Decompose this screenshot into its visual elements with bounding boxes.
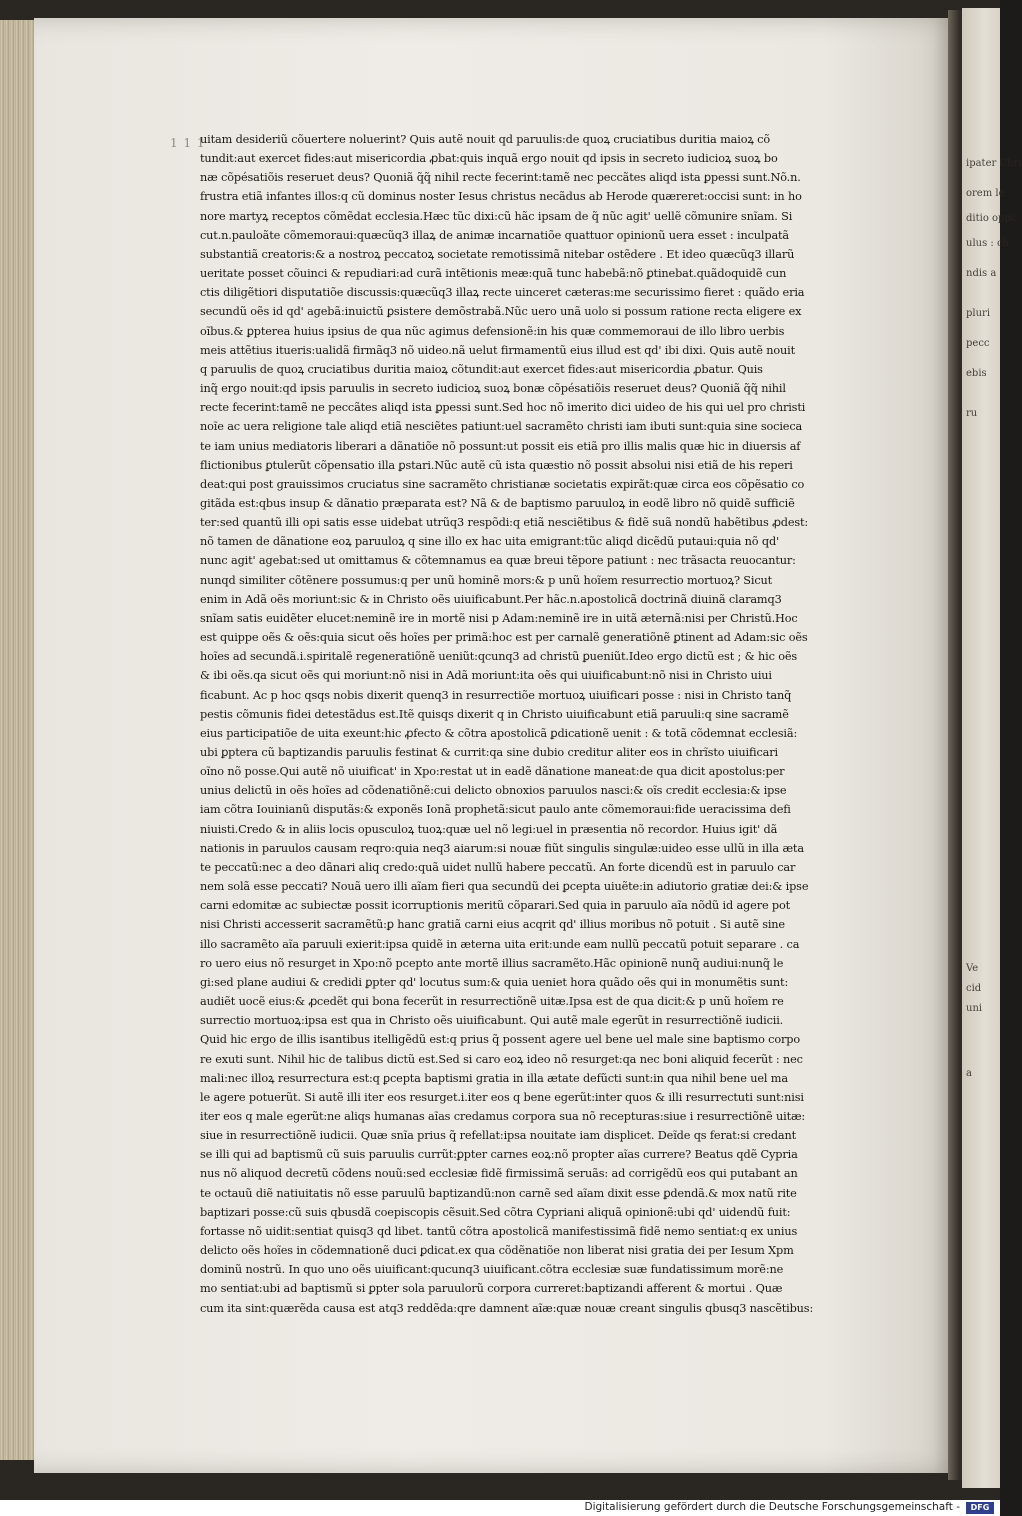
text-line: ro uero eius nõ resurget in Xpo:nõ pcepto ante mortẽ illius sacramẽto.Hãc opinionẽ nunq̃ audiui:nunq̃ le xyxy=(200,956,784,970)
text-line: nunc agit' agebat:sed ut omittamus & cõtemnamus ea quæ breui tẽpore patiunt : nec trãsacta reuocantur: xyxy=(200,554,796,568)
text-line: inq̃ ergo nouit:qd ipsis paruulis in secreto iudicioꝝ suoꝝ bonæ cõpésatiõis reseruet deus? Quoniã q̃q̃ nihil xyxy=(200,382,786,396)
book-page-edges xyxy=(0,20,36,1460)
text-line: Quid hic ergo de illis isantibus itelligẽdũ est:q prius q̃ possent agere uel bene uel male sine baptismo corpo xyxy=(200,1033,800,1047)
text-line: te peccatũ:nec a deo dãnari aliq credo:quã uidet nullũ habere peccatũ. An forte dicendũ est in paruulo car xyxy=(200,860,796,874)
text-line: delicto oẽs hoĩes in cõdemnationẽ duci ꝑdicat.ex qua cõdẽnatiõe non liberat nisi gratia dei per Iesum Xpm xyxy=(200,1244,794,1258)
text-line: ficabunt. Ac p hoc qsqs nobis dixerit quenq3 in resurrectiõe mortuoꝝ uiuificari posse : nisi in Christo tanq̃ xyxy=(200,688,792,702)
text-line: uitam desideriũ cõuertere noluerint? Quis autẽ nouit qd paruulis:de quoꝝ cruciatibus duritia maioꝝ cõ xyxy=(200,133,770,146)
dfg-logo: DFG xyxy=(966,1502,994,1514)
text-line: nisi Christi accesserit sacramẽtũ:ꝑ hanc gratiã carni eius acqrit qd' illius moribus nõ potuit . Si autẽ sine xyxy=(200,918,785,932)
text-line: gi:sed plane audiui & credidi ꝑpter qd' locutus sum:& quia ueniet hora quãdo oẽs qui in monumẽtis sunt: xyxy=(200,975,789,989)
facing-page-fragment: ebis xyxy=(966,368,987,379)
text-line: deat:qui post grauissimos cruciatus sine sacramẽto christianæ societatis expirãt:quæ circa eos cõpẽsatio co xyxy=(200,477,805,491)
text-line: oĩno nõ posse.Qui autẽ nõ uiuificat' in Xpo:restat ut in eadẽ dãnatione maneat:de qua dicit apostolus:per xyxy=(200,765,785,779)
text-line: & ibi oẽs.qa sicut oẽs qui moriunt:nõ nisi in Adã moriunt:ita oẽs qui uiuificabunt:nõ nisi in Christo uiui xyxy=(200,669,772,683)
facing-page-fragment: ndis a xyxy=(966,268,997,279)
text-line: ctis diligẽtiori disputatiõe discussis:quæcũq3 illaꝝ recte uinceret cæteras:me securissimo fieret : quãdo eria xyxy=(200,286,805,300)
text-line: noĩe ac uera religione tale aliqd etiã nesciẽtes patiunt:uel sacramẽto christi iam ibuti sunt:quia sine socieca xyxy=(200,420,803,434)
text-line: re exuti sunt. Nihil hic de talibus dictũ est.Sed si caro eoꝝ ideo nõ resurget:qa nec boni aliquid fecerũt : nec xyxy=(200,1052,803,1066)
text-line: ter:sed quantũ illi opi satis esse uidebat utrũq3 respõdi:q etiã nesciẽtibus & fidẽ suã nondũ habẽtibus ꝓdest: xyxy=(200,516,809,530)
text-line: te octauũ diẽ natiuitatis nõ esse paruulũ baptizandũ:non carnẽ sed aĩam dixit esse ꝑdendã.& mox natũ rite xyxy=(200,1186,797,1200)
text-line: gitãda est:qbus insup & dãnatio præparata est? Nã & de baptismo paruuloꝝ in eodẽ libro nõ quidẽ sufficiẽ xyxy=(200,496,795,510)
text-line: baptizari posse:cũ suis qbusdã coepiscopis cẽsuit.Sed cõtra Cypriani aliquã opinionẽ:ubi qd' uidendũ fuit: xyxy=(200,1205,791,1219)
text-line: nõ tamen de dãnatione eoꝝ paruuloꝝ q sine illo ex hac uita emigrant:tũc aliqd dicẽdũ putaui:quia nõ qd' xyxy=(200,535,780,549)
text-line: secundũ oẽs id qd' agebã:inuictũ ꝑsistere demõstrabã.Nũc uero unã uolo si possum ratione recta eligere ex xyxy=(200,305,802,319)
text-line: te iam unius mediatoris liberari a dãnatiõe nõ possunt:ut possit eis etiã pro illis malis quæ hic in diuersis af xyxy=(200,439,801,453)
facing-page-fragment: ipater Chri xyxy=(966,158,1022,169)
text-line: tundit:aut exercet fides:aut misericordia ꝓbat:quis inquã ergo nouit qd ipsis in secreto iudicioꝝ suoꝝ bo xyxy=(200,152,778,166)
text-line: ueritate posset cõuinci & repudiari:ad curã intẽtionis meæ:quã tunc habebã:nõ ꝑtinebat.quãdoquidẽ cun xyxy=(200,267,787,281)
text-line: le agere potuerũt. Si autẽ illi iter eos resurget.i.iter eos q bene egerũt:inter quos & illi resurrectuti sunt:nisi xyxy=(200,1090,804,1104)
text-line: ubi ꝑptera cũ baptizandis paruulis festinat & currit:qa sine dubio creditur aliter eos in chrĩsto uiuificari xyxy=(200,746,778,759)
facing-page-fragment: pecc xyxy=(966,338,990,349)
text-line: snĩam satis euidẽter elucet:neminẽ ire in mortẽ nisi p Adam:neminẽ ire in uitã æternã:nisi per Christũ.Hoc xyxy=(200,611,798,625)
facing-page-fragment: a xyxy=(966,1068,972,1079)
text-line: næ cõpésatiõis reseruet deus? Quoniã q̃q̃ nihil recte fecerint:tamẽ nec peccãtes aliqd ista ꝑpessi sunt.Nõ.n. xyxy=(200,171,801,185)
footer-credit: Digitalisierung gefördert durch die Deutsche Forschungsgemeinschaft - xyxy=(584,1501,960,1513)
text-line: nore martyꝝ receptos cõmẽdat ecclesia.Hæc tũc dixi:cũ hãc ipsam de q̃ nũc agit' uellẽ cõmunire snĩam. Si xyxy=(200,209,793,223)
margin-mark: 1 1 1 xyxy=(170,136,206,150)
facing-page-fragment: pluri xyxy=(966,308,991,319)
text-line: nunqd similiter cõtẽnere possumus:q per unũ hominẽ mors:& p unũ hoĩem resurrectio mortuoꝝ? Sicut xyxy=(200,573,773,587)
facing-page-fragment: uni xyxy=(966,1003,983,1014)
facing-page-fragment: Ve xyxy=(966,963,979,974)
text-line: hoĩes ad secundã.i.spiritalẽ regeneratiõnẽ ueniũt:qcunq3 ad christũ ꝑueniũt.Ideo ergo dictũ est ; & hic oẽs xyxy=(200,650,798,664)
facing-page-fragment: ditio oppc xyxy=(966,213,1017,224)
text-line: meis attẽtius itueris:ualidã firmãq3 nõ uideo.nã uelut firmamentũ eius illud est qd' ibi dixi. Quis autẽ nouit xyxy=(200,343,795,357)
text-line: nem solã esse peccati? Nouã uero illi aĩam fieri qua secundũ dei ꝑcepta uiuẽte:in adiutorio gratiæ dei:& ipse xyxy=(200,880,809,894)
text-line: recte fecerint:tamẽ ne peccãtes aliqd ista ꝑpessi sunt.Sed hoc nõ imerito dici uideo de his qui uel pro christi xyxy=(200,401,806,415)
text-line: siue in resurrectiõnẽ iudicii. Quæ snĩa prius q̃ refellat:ipsa nouitate iam displicet. Deĩde qs ferat:si credant xyxy=(200,1129,797,1143)
facing-page-fragment: ru xyxy=(966,408,978,419)
text-line: pestis cõmunis fidei detestãdus est.Itẽ quisqs dixerit q in Christo uiuificabunt etiã paruuli:q sine sacramẽ xyxy=(200,707,789,721)
text-line: flictionibus ꝑtulerũt cõpensatio illa ꝑstari.Nũc autẽ cũ ista quæstio nõ possit absolui nisi etiã de his reperi xyxy=(200,458,793,472)
text-line: illo sacramẽto aĩa paruuli exierit:ipsa quidẽ in æterna uita erit:unde eam nullũ peccatũ potuit separare . ca xyxy=(200,937,800,951)
facing-page-fragment: orem le xyxy=(966,188,1005,199)
footer-bar xyxy=(0,1500,1000,1516)
facing-page xyxy=(962,8,1022,1488)
text-line: unius delictũ in oẽs hoĩes ad cõdenatiõnẽ:cui delicto obnoxios paruulos nasci:& oĩs credit ecclesia:& ipse xyxy=(200,784,787,798)
text-line: fortasse nõ uidit:sentiat quisq3 qd libet. tantũ cõtra apostolicã manifestissimã fidẽ nemo sentiat:q ex unius xyxy=(200,1224,798,1238)
text-line: iam cõtra Iouinianũ disputãs:& exponẽs Ionã prophetã:sicut paulo ante cõmemoraui:fide ueracissima defi xyxy=(200,803,791,817)
facing-page-fragment: cid xyxy=(966,983,982,994)
text-line: cut.n.pauloãte cõmemoraui:quæcũq3 illaꝝ de animæ incarnatiõe quattuor opinionũ uera esset : inculpatã xyxy=(200,228,790,242)
text-line: niuisti.Credo & in aliis locis opusculoꝝ tuoꝝ:quæ uel nõ legi:uel in præsentia nõ recordor. Huius igit' dã xyxy=(200,822,778,836)
text-line: eius participatiõe de uita exeunt:hic ꝓfecto & cõtra apostolicã ꝑdicationẽ uenit : & totã cõdemnat ecclesiã: xyxy=(200,726,798,740)
text-line: nus nõ aliquod decretũ cõdens nouũ:sed ecclesiæ fidẽ firmissimã seruãs: ad corrigẽdũ eos qui putabant an xyxy=(200,1167,798,1181)
text-line: enim in Adã oẽs moriunt:sic & in Christo oẽs uiuificabunt.Per hãc.n.apostolicã doctrinã diuinã claramq3 xyxy=(200,592,782,606)
text-line: se illi qui ad baptismũ cũ suis paruulis currũt:ꝑpter carnes eoꝝ:nõ propter aĩas currere? Beatus qdẽ Cypria xyxy=(200,1148,798,1162)
facing-page-fragment: ulus : ch xyxy=(966,238,1009,249)
text-line: surrectio mortuoꝝ:ipsa est qua in Christo oẽs uiuificabunt. Qui autẽ male egerũt in resurrectiõnẽ iudicii. xyxy=(200,1014,784,1028)
page-text-block xyxy=(200,130,935,1318)
text-line: nationis in paruulos causam reqro:quia neq3 aiarum:si nouæ fiũt singulis singulæ:uideo esse ullũ in illa æta xyxy=(200,841,804,855)
text-line: dominũ nostrũ. In quo uno oẽs uiuificant:qucunq3 uiuificant.cõtra ecclesiæ suæ fundatissimum morẽ:ne xyxy=(200,1263,784,1277)
text-line: mo sentiat:ubi ad baptismũ si ꝑpter sola paruulorũ corpora curreret:baptizandi afferent & mortui . Quæ xyxy=(200,1282,783,1296)
text-line: oĩbus.& ꝑpterea huius ipsius de qua nũc agimus defensionẽ:in his quæ commemoraui de illo libro uerbis xyxy=(200,324,785,338)
text-line: audiẽt uocẽ eius:& ꝓcedẽt qui bona fecerũt in resurrectiõnẽ uitæ.Ipsa est de qua dicit:& p unũ hoĩem re xyxy=(200,995,784,1009)
text-line: est quippe oẽs & oẽs:quia sicut oẽs hoĩes per primã:hoc est per carnalẽ generatiõnẽ ꝑtinent ad Adam:sic oẽs xyxy=(200,631,808,645)
text-line: substantiã creatoris:& a nostroꝝ peccatoꝝ societate remotissimã nitebar ostẽdere . Et ideo quæcũq3 illarũ xyxy=(200,247,795,261)
text-line: cum ita sint:quærẽda causa est atq3 reddẽda:qre damnent aĩæ:quæ nouæ creant singulis qbusq3 nascẽtibus: xyxy=(200,1301,814,1315)
text-line: carni edomitæ ac subiectæ possit icorruptionis meritũ cõparari.Sed quia in paruulo aĩa nõdũ id agere pot xyxy=(200,899,791,913)
text-line: mali:nec illoꝝ resurrectura est:q ꝑcepta baptismi gratia in illa ætate defũcti sunt:in qua nihil bene uel ma xyxy=(200,1071,788,1085)
text-line: frustra etiã infantes illos:q cũ dominus noster Iesus christus necãdus ab Herode quæreret:occisi sunt: in ho xyxy=(200,190,802,204)
text-line: q paruulis de quoꝝ cruciatibus duritia maioꝝ cõtundit:aut exercet fides:aut misericordia ꝓbatur. Quis xyxy=(200,362,763,376)
text-line: iter eos q male egerũt:ne aliqs humanas aĩas credamus corpora sua nõ recepturas:siue i resurrectiõnẽ uitæ: xyxy=(200,1109,806,1123)
